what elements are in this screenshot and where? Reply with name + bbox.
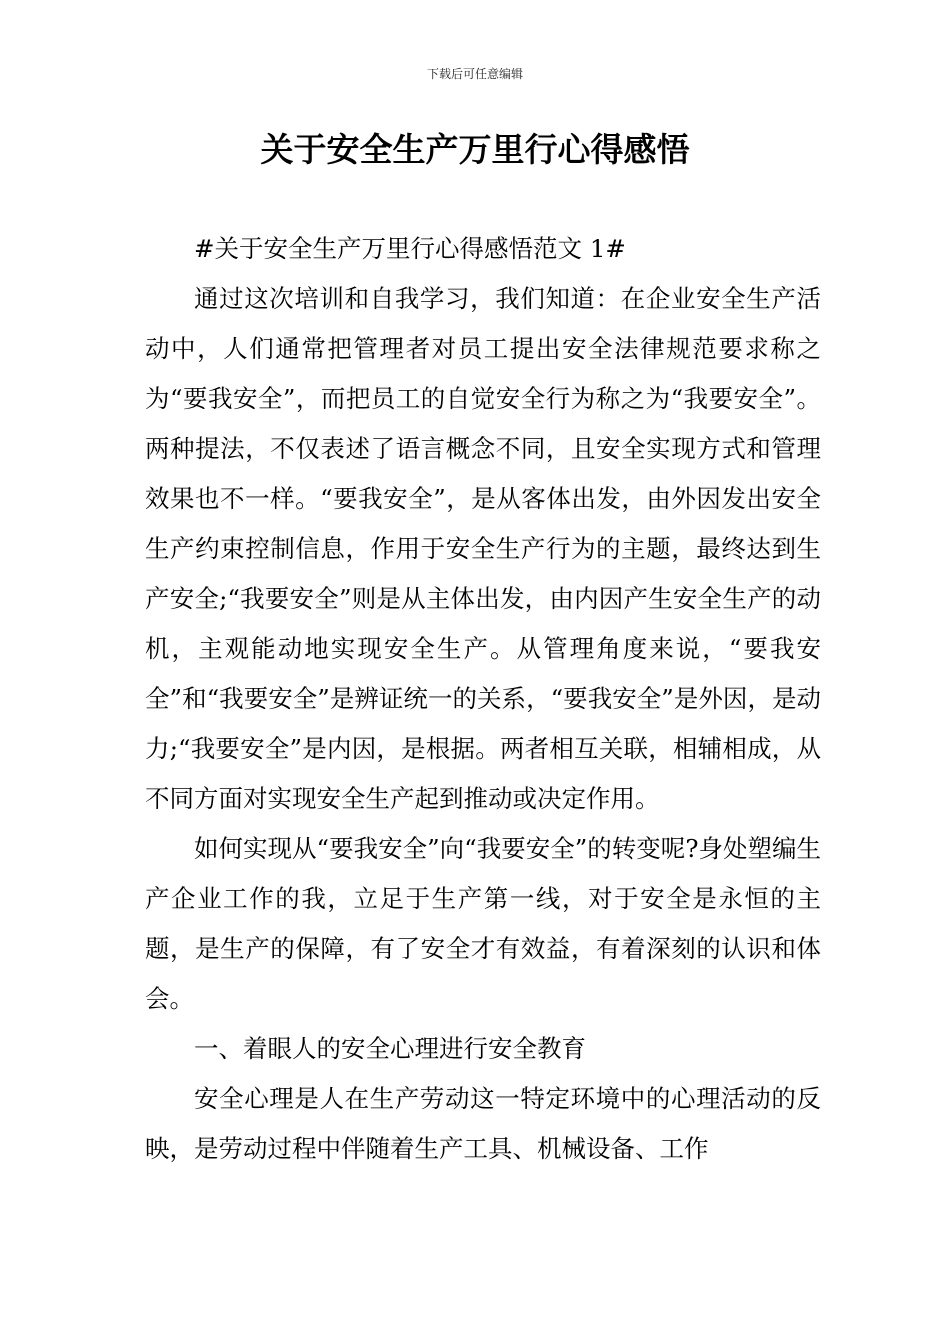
body-paragraph: 如何实现从“要我安全”向“我要安全”的转变呢?身处塑编生产企业工作的我，立足于生产第一线，对于安全是永恒的主题，是生产的保障，有了安全才有效益，有着深刻的认识和体会。	[145, 834, 821, 1013]
section-heading: #关于安全生产万里行心得感悟范文 1#	[194, 234, 626, 263]
body-paragraph: 通过这次培训和自我学习，我们知道：在企业安全生产活动中，人们通常把管理者对员工提出安全法律规范要求称之为“要我安全”，而把员工的自觉安全行为称之为“我要安全”。两种提法，不仅表述了语言概念不同，且安全实现方式和管理效果也不一样。“要我安全”，是从客体出发，由外因发出安全生产约束控制信息，作用于安全生产行为的主题，最终达到生产安全;“我要安全”则是从主体出发，由内因产生安全生产的动机，主观能动地实现安全生产。从管理角度来说，“要我安全”和“我要安全”是辨证统一的关系，“要我安全”是外因，是动力;“我要安全”是内因，是根据。两者相互关联，相辅相成，从不同方面对实现安全生产起到推动或决定作用。	[145, 284, 821, 813]
document-title: 关于安全生产万里行心得感悟	[260, 130, 690, 169]
body-paragraph: 安全心理是人在生产劳动这一特定环境中的心理活动的反映，是劳动过程中伴随着生产工具、机械设备、工作	[145, 1084, 821, 1163]
header-note: 下载后可任意编辑	[426, 67, 523, 81]
document-body	[145, 224, 821, 1174]
section-heading: 一、着眼人的安全心理进行安全教育	[194, 1034, 586, 1063]
